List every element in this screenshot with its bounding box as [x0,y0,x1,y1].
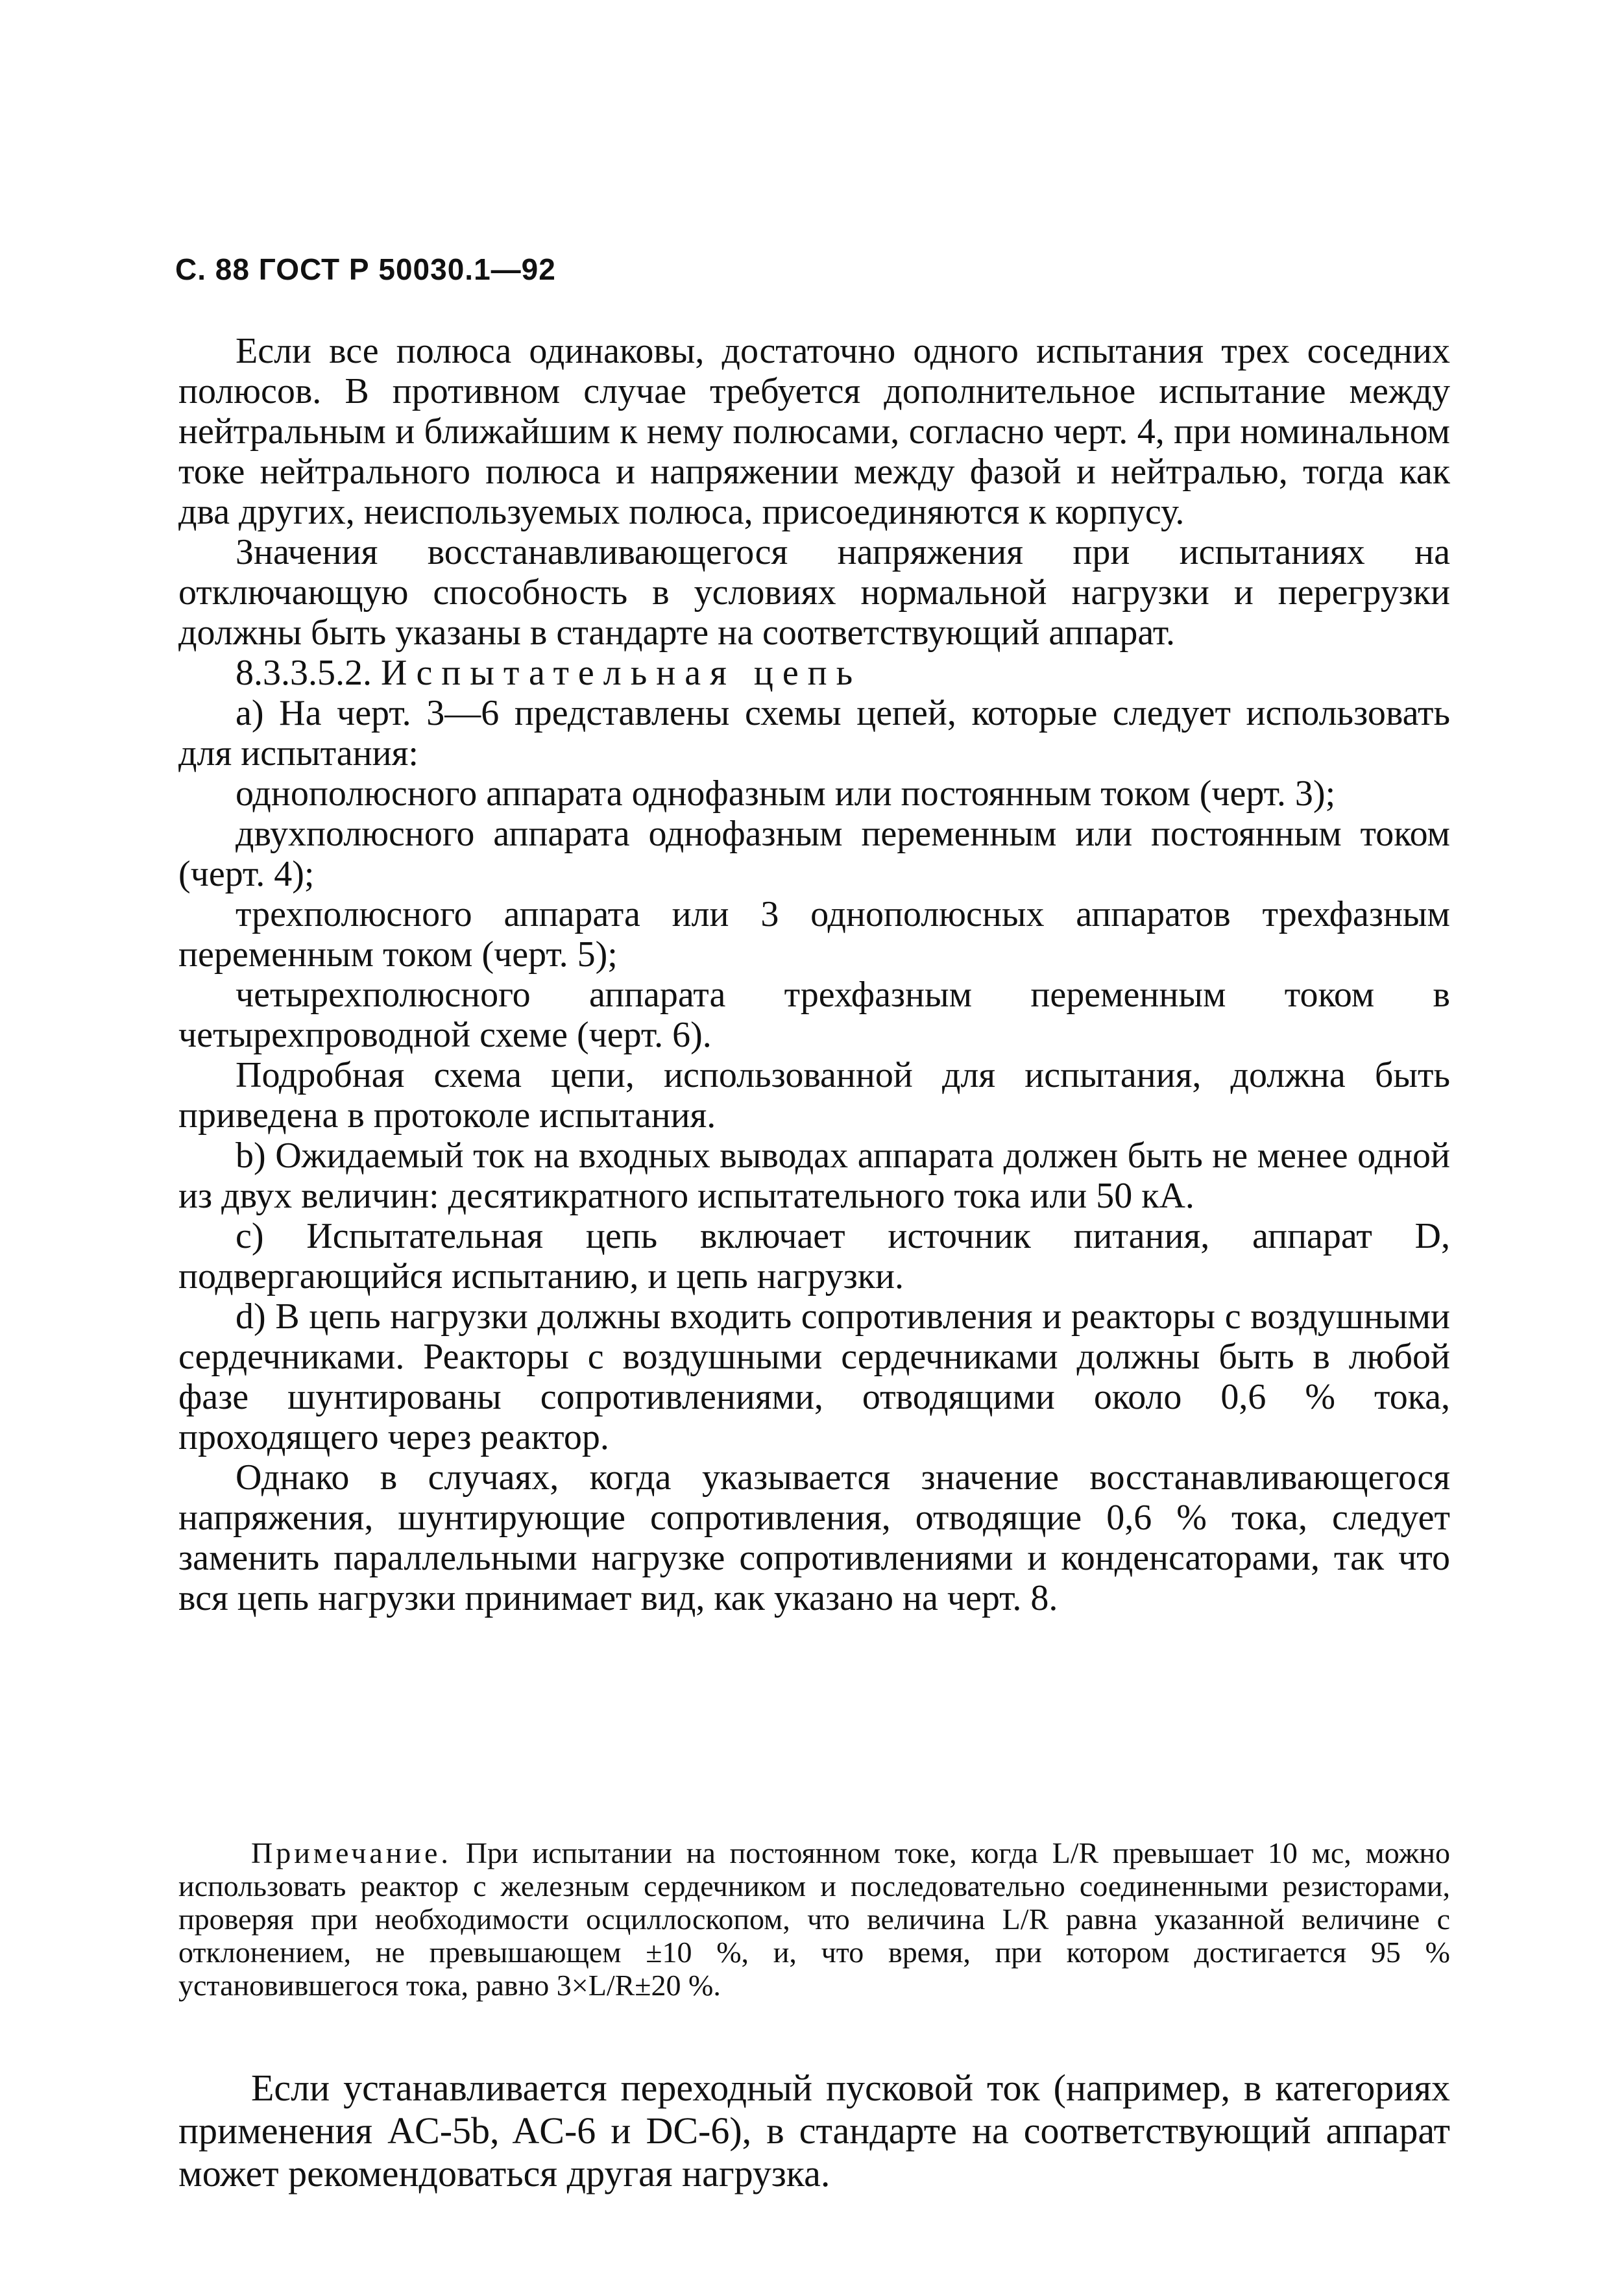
final-paragraph-block [178,2067,1450,2195]
paragraph: Однако в случаях, когда указывается значение восстанавливающегося напряжения, шунтирующие сопротивления, отводящие 0,6 % тока, следует заменить параллельными нагрузке сопротивлениями и конденсаторами, так что вся цепь нагрузки принимает вид, как указано на черт. 8. [178,1457,1450,1618]
page-header: С. 88 ГОСТ Р 50030.1—92 [175,252,556,286]
list-item: трехполюсного аппарата или 3 однополюсных аппаратов трехфазным переменным током (черт. 5); [178,894,1450,975]
note-block [178,1836,1450,2002]
paragraph: Если устанавливается переходный пусковой ток (например, в категориях применения AC-5b, AC-6 и DC-6), в стандарте на соответствующий аппарат может рекомендоваться другая нагрузка. [178,2067,1450,2195]
section-heading [178,653,1450,693]
paragraph: Подробная схема цепи, использованной для испытания, должна быть приведена в протоколе испытания. [178,1055,1450,1136]
paragraph: b) Ожидаемый ток на входных выводах аппарата должен быть не менее одной из двух величин: десятикратного испытательного тока или 50 кА. [178,1136,1450,1216]
paragraph: d) В цепь нагрузки должны входить сопротивления и реакторы с воздушными сердечниками. Реакторы с воздушными сердечниками должны быть в любой фазе шунтированы сопротивлениями, отводящими около 0,6 % тока, проходящего через реактор. [178,1296,1450,1457]
paragraph: a) На черт. 3—6 представлены схемы цепей, которые следует использовать для испытания: [178,693,1450,773]
body-text [178,331,1450,1618]
section-number: 8.3.3.5.2. [236,653,372,693]
section-title: Испытательная цепь [381,653,862,693]
paragraph: Если все полюса одинаковы, достаточно одного испытания трех соседних полюсов. В противном случае требуется дополнительное испытание между нейтральным и ближайшим к нему полюсами, согласно черт. 4, при номинальном токе нейтрального полюса и напряжении между фазой и нейтралью, тогда как два других, неиспользуемых полюса, присоединяются к корпусу. [178,331,1450,532]
note-paragraph [178,1836,1450,2002]
list-item: четырехполюсного аппарата трехфазным переменным током в четырехпроводной схеме (черт. 6). [178,975,1450,1055]
note-label: Примечание. [251,1836,452,1869]
list-item: однополюсного аппарата однофазным или постоянным током (черт. 3); [236,773,1336,814]
paragraph: Значения восстанавливающегося напряжения при испытаниях на отключающую способность в условиях нормальной нагрузки и перегрузки должны быть указаны в стандарте на соответствующий аппарат. [178,532,1450,653]
paragraph: c) Испытательная цепь включает источник питания, аппарат D, подвергающийся испытанию, и цепь нагрузки. [178,1216,1450,1296]
list-item: двухполюсного аппарата однофазным переменным или постоянным током (черт. 4); [178,814,1450,894]
note-text: При испытании на постоянном токе, когда L/R превышает 10 мс, можно использовать реактор с железным сердечником и последовательно соединенными резисторами, проверяя при необходимости осциллоскопом, что величина L/R равна указанной величине с отклонением, не превышающем ±10 %, и, что время, при котором достигается 95 % установившегося тока, равно 3×L/R±20 %. [178,1836,1451,2002]
